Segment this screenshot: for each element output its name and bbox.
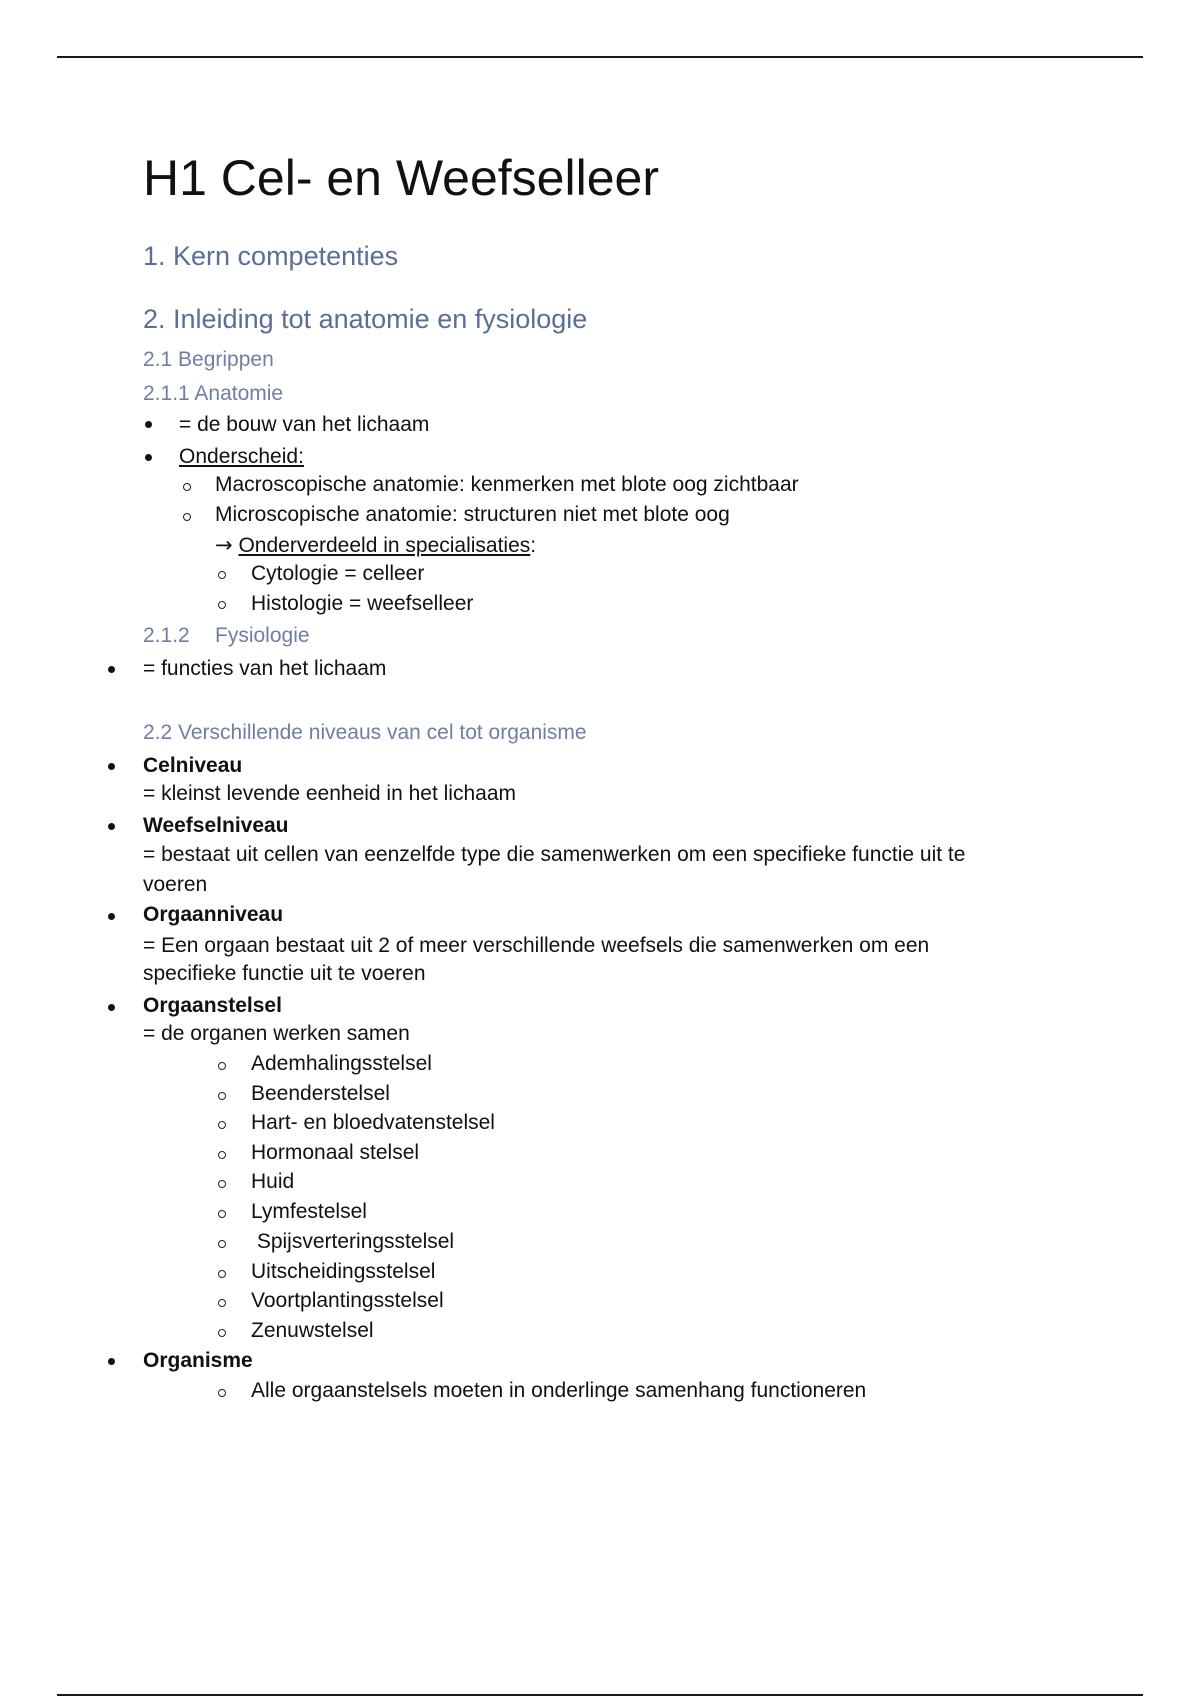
heading-begrippen: 2.1 Begrippen	[143, 348, 274, 371]
stelsel-item: Ademhalingsstelsel	[251, 1052, 432, 1075]
heading-inleiding: 2. Inleiding tot anatomie en fysiologie	[143, 304, 588, 334]
footer-rule	[57, 1694, 1143, 1696]
bullet-icon	[108, 1004, 115, 1011]
bullet-icon	[108, 913, 115, 920]
heading-anatomie: 2.1.1 Anatomie	[143, 382, 284, 405]
page-title: H1 Cel- en Weefselleer	[143, 150, 659, 206]
onderverdeeld-line	[215, 533, 536, 558]
weefselniveau-title: Weefselniveau	[143, 814, 289, 837]
orgaanniveau-description: = Een orgaan bestaat uit 2 of meer verschillende weefsels die samenwerken om een	[143, 934, 930, 957]
onderverdeeld-colon: :	[530, 534, 537, 557]
circle-bullet-icon	[218, 1389, 226, 1397]
stelsel-item: Lymfestelsel	[251, 1200, 367, 1223]
orgaanstelsel-description: = de organen werken samen	[143, 1022, 410, 1045]
circle-bullet-icon	[183, 483, 191, 491]
bullet-icon	[145, 421, 152, 428]
circle-bullet-icon	[218, 1151, 226, 1159]
cytologie-item: Cytologie = celleer	[251, 562, 425, 585]
circle-bullet-icon	[218, 1062, 226, 1070]
organisme-item: Alle orgaanstelsels moeten in onderlinge samenhang functioneren	[251, 1379, 867, 1402]
macroscopische-item: Macroscopische anatomie: kenmerken met blote oog zichtbaar	[215, 473, 799, 496]
heading-niveaus: 2.2 Verschillende niveaus van cel tot organisme	[143, 721, 587, 744]
stelsel-item: Spijsverteringsstelsel	[251, 1230, 455, 1253]
onderverdeeld-label: Onderverdeeld in specialisaties	[238, 534, 531, 557]
orgaanstelsel-title: Orgaanstelsel	[143, 994, 282, 1017]
stelsel-item: Zenuwstelsel	[251, 1319, 374, 1342]
circle-bullet-icon	[218, 1210, 226, 1218]
bullet-icon	[108, 666, 115, 673]
organisme-title: Organisme	[143, 1349, 253, 1372]
stelsel-item: Huid	[251, 1170, 295, 1193]
stelsel-item: Beenderstelsel	[251, 1082, 390, 1105]
bullet-icon	[108, 1358, 115, 1365]
circle-bullet-icon	[218, 1240, 226, 1248]
circle-bullet-icon	[218, 601, 226, 609]
weefselniveau-description: = bestaat uit cellen van eenzelfde type die samenwerken om een specifieke functie uit te	[143, 843, 966, 866]
circle-bullet-icon	[218, 1329, 226, 1337]
onderscheid-label: Onderscheid:	[179, 445, 304, 468]
circle-bullet-icon	[218, 1121, 226, 1129]
bullet-icon	[145, 454, 152, 461]
circle-bullet-icon	[218, 571, 226, 579]
circle-bullet-icon	[183, 513, 191, 521]
histologie-item: Histologie = weefselleer	[251, 592, 474, 615]
arrow-right-icon: →	[215, 533, 233, 557]
heading-fysiologie: Fysiologie	[215, 624, 310, 647]
weefselniveau-description-cont: voeren	[143, 873, 208, 896]
microscopische-item: Microscopische anatomie: structuren niet met blote oog	[215, 503, 730, 526]
anatomie-definition: = de bouw van het lichaam	[179, 413, 430, 436]
celniveau-title: Celniveau	[143, 754, 243, 777]
stelsel-item: Voortplantingsstelsel	[251, 1289, 444, 1312]
bullet-icon	[108, 823, 115, 830]
circle-bullet-icon	[218, 1270, 226, 1278]
stelsel-item: Uitscheidingsstelsel	[251, 1260, 436, 1283]
circle-bullet-icon	[218, 1299, 226, 1307]
fysiologie-definition: = functies van het lichaam	[143, 657, 387, 680]
heading-kern-competenties: 1. Kern competenties	[143, 241, 399, 271]
orgaanniveau-description-cont: specifieke functie uit te voeren	[143, 962, 426, 985]
circle-bullet-icon	[218, 1180, 226, 1188]
circle-bullet-icon	[218, 1092, 226, 1100]
bullet-icon	[108, 763, 115, 770]
stelsel-item: Hart- en bloedvatenstelsel	[251, 1111, 495, 1134]
celniveau-description: = kleinst levende eenheid in het lichaam	[143, 782, 516, 805]
heading-fysiologie-number: 2.1.2	[143, 624, 190, 647]
orgaanniveau-title: Orgaanniveau	[143, 903, 284, 926]
header-rule	[57, 56, 1143, 58]
stelsel-item: Hormonaal stelsel	[251, 1141, 420, 1164]
